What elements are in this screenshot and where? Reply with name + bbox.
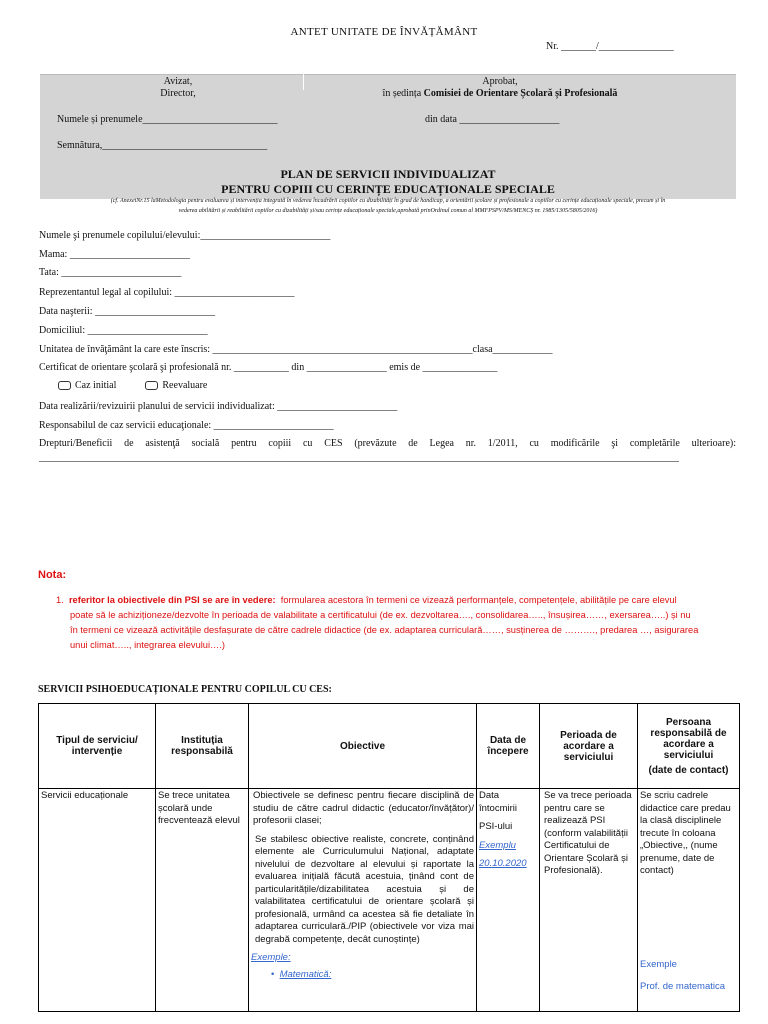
legal-representative-field[interactable]: Reprezentantul legal al copilului: ________________________	[39, 287, 295, 298]
cell-period[interactable]: Se va trece perioada pentru care se realizează PSI (conform valabilității Certificatului de Orientare Școlară și Profesională).	[540, 789, 638, 1012]
responsible-examples: Exemple	[640, 959, 677, 970]
nota-line-1: formularea acestora în termeni ce vizează performanțele, competențele, abilitățile pe care elevul	[280, 595, 677, 605]
reevaluation-checkbox[interactable]	[145, 380, 207, 391]
header-responsible-label: Persoana responsabilă de acordare a serviciului	[650, 716, 727, 761]
nota-item-heading: referitor la obiectivele din PSI se are în vedere:	[68, 595, 276, 605]
mother-field[interactable]: Mama: ________________________	[39, 249, 190, 260]
case-type-options	[58, 380, 207, 391]
page-title	[40, 167, 736, 197]
responsible-math-teacher: Prof. de matematica	[640, 981, 726, 992]
header-service-type: Tipul de serviciu/ intervenție	[39, 704, 156, 789]
case-manager-field[interactable]: Responsabilul de caz servicii educaţionale: ________________________	[39, 420, 334, 431]
approval-name-field[interactable]: Numele și prenumele___________________________	[57, 114, 278, 125]
reference-line-2: vederea abilitării și reabilitării copiilor cu dizabilități și/sau cerințe educaționale speciale,aprobată prinOrdinul comun al MMFPSPV/MS/MENCȘ nr. 1985/1305/5805/2016)	[178, 208, 598, 214]
header-responsible	[638, 704, 740, 789]
header-contact-label: (date de contact)	[648, 764, 729, 776]
cell-service-type[interactable]: Servicii educaționale	[39, 789, 156, 1012]
approval-signature-field[interactable]: Semnătura,_________________________________	[57, 140, 268, 151]
table-header-row	[39, 704, 740, 789]
services-table	[38, 703, 740, 1012]
objectives-examples-link[interactable]: Exemple:	[251, 952, 291, 963]
address-field[interactable]: Domiciliul: ________________________	[39, 325, 208, 336]
nota-line-4: unui climat….., integrarea elevului….)	[70, 640, 226, 650]
letterhead-title: ANTET UNITATE DE ÎNVĂȚĂMÂNT	[290, 26, 478, 38]
nota-item	[56, 593, 746, 653]
benefits-field[interactable]: ________________________________________________________________________________________________________________________________	[39, 452, 679, 463]
objectives-paragraph-2: Se stabilesc obiective realiste, concrete, conținând elemente ale Curriculumului Național, adaptate nivelului de dezvoltare al elevului și raportate la evaluarea inițială făcută acestuia, ținând cont de particularitățile/dizabilitatea acestuia și de valabilitatea certificatului de orientare școlară și profesională, urmând ca acestea să fie detaliate în adaptarea curriculară./PIP (obiectivele vor viza mai degrabă competențe, decât cunoștințe)	[255, 833, 474, 945]
approval-right	[300, 76, 700, 100]
header-institution: Instituția responsabilă	[156, 704, 249, 789]
cell-responsible[interactable]	[638, 789, 740, 1012]
initial-case-checkbox[interactable]	[58, 380, 116, 391]
child-name-field[interactable]: Numele şi prenumele copilului/elevului:__________________________	[39, 230, 331, 241]
aprobat-label: Aprobat,	[482, 76, 518, 87]
benefits-label: Drepturi/Beneficii de asistenţă socială pentru copiii cu CES (prevăzute de Legea nr. 1/2011, cu modificările şi completările ulterioare):	[39, 438, 736, 449]
objectives-paragraph-1: Obiectivele se definesc pentru fiecare disciplină de studiu de către cadrul didactic (educator/învățător)/ profesorii clasei;	[253, 790, 474, 826]
title-reference	[40, 196, 736, 216]
initial-case-label: Caz initial	[75, 380, 117, 391]
header-objectives: Obiective	[249, 704, 477, 789]
director-label: Director,	[160, 88, 196, 99]
bullet-icon: •	[271, 968, 275, 980]
checkbox-icon	[145, 381, 158, 390]
reevaluation-label: Reevaluare	[162, 380, 208, 391]
registration-number: Nr. _______/_______________	[546, 41, 674, 52]
cell-objectives[interactable]	[249, 789, 477, 1012]
plan-date-field[interactable]: Data realizării/revizuirii planului de servicii individualizat: ________________________	[39, 401, 398, 412]
avizat-label: Avizat,	[163, 76, 193, 87]
cell-institution[interactable]: Se trece unitatea școlară unde frecventează elevul	[156, 789, 249, 1012]
responsible-text: Se scriu cadrele didactice care predau la clasă disciplinele trecute în coloana „Obiective,, (nume prenume, date de contact)	[640, 790, 731, 876]
father-field[interactable]: Tata: ________________________	[39, 267, 182, 278]
start-date-line-1: Data întocmirii	[479, 790, 518, 814]
start-date-line-2: PSI-ului	[479, 821, 513, 832]
nota-item-number: 1.	[56, 595, 64, 605]
checkbox-icon	[58, 381, 71, 390]
cell-start-date[interactable]	[477, 789, 540, 1012]
title-line-1: PLAN DE SERVICII INDIVIDUALIZAT	[280, 167, 496, 181]
nota-line-3: în termeni ce vizează activitățile desfașurate de către cadrele didactice (de ex. adaptarea curriculară……, susținerea de ………., predarea …, asigurarea	[70, 625, 699, 635]
sedinta-label: în ședința Comisiei de Orientare Școlară și Profesională	[382, 88, 618, 99]
start-date-example-date[interactable]: 20.10.2020	[479, 858, 527, 869]
nota-line-2: poate să le achiziționeze/dezvolte în perioada de valabilitate a certificatului (de ex. dezvoltarea…., consolidarea….., însușirea……, exersarea…..) și nu	[70, 610, 691, 620]
start-date-example-link[interactable]: Exemplu	[479, 839, 516, 851]
section-title: SERVICII PSIHOEDUCAȚIONALE PENTRU COPILUL CU CES:	[38, 684, 332, 695]
nota-label: Nota:	[38, 569, 67, 581]
approval-date-field[interactable]: din data ____________________	[425, 114, 560, 125]
math-list-item	[251, 969, 474, 982]
school-unit-field[interactable]: Unitatea de învăţământ la care este înscris: ____________________________________________________clasa____________	[39, 344, 553, 355]
table-row	[39, 789, 740, 1012]
header-period: Perioada de acordare a serviciului	[540, 704, 638, 789]
certificate-field[interactable]: Certificat de orientare şcolară şi profesională nr. ___________ din ________________ emis de _______________	[39, 362, 498, 373]
math-link[interactable]: Matematică:	[279, 968, 332, 980]
title-line-2: PENTRU COPIII CU CERINȚE EDUCAȚIONALE SPECIALE	[221, 182, 555, 196]
approval-left	[40, 76, 316, 100]
reference-line-1: (cf. AnexeiNr.15 laMetodologia pentru evaluarea și intervenția integrată în vederea încadrării copiilor cu dizabilități în grad de handicap, a orientării școlare și profesionale a copiilor cu cerințe educaționale speciale, precum și în	[110, 198, 666, 204]
birth-date-field[interactable]: Data naşterii: ________________________	[39, 306, 216, 317]
header-start-date: Data de începere	[477, 704, 540, 789]
